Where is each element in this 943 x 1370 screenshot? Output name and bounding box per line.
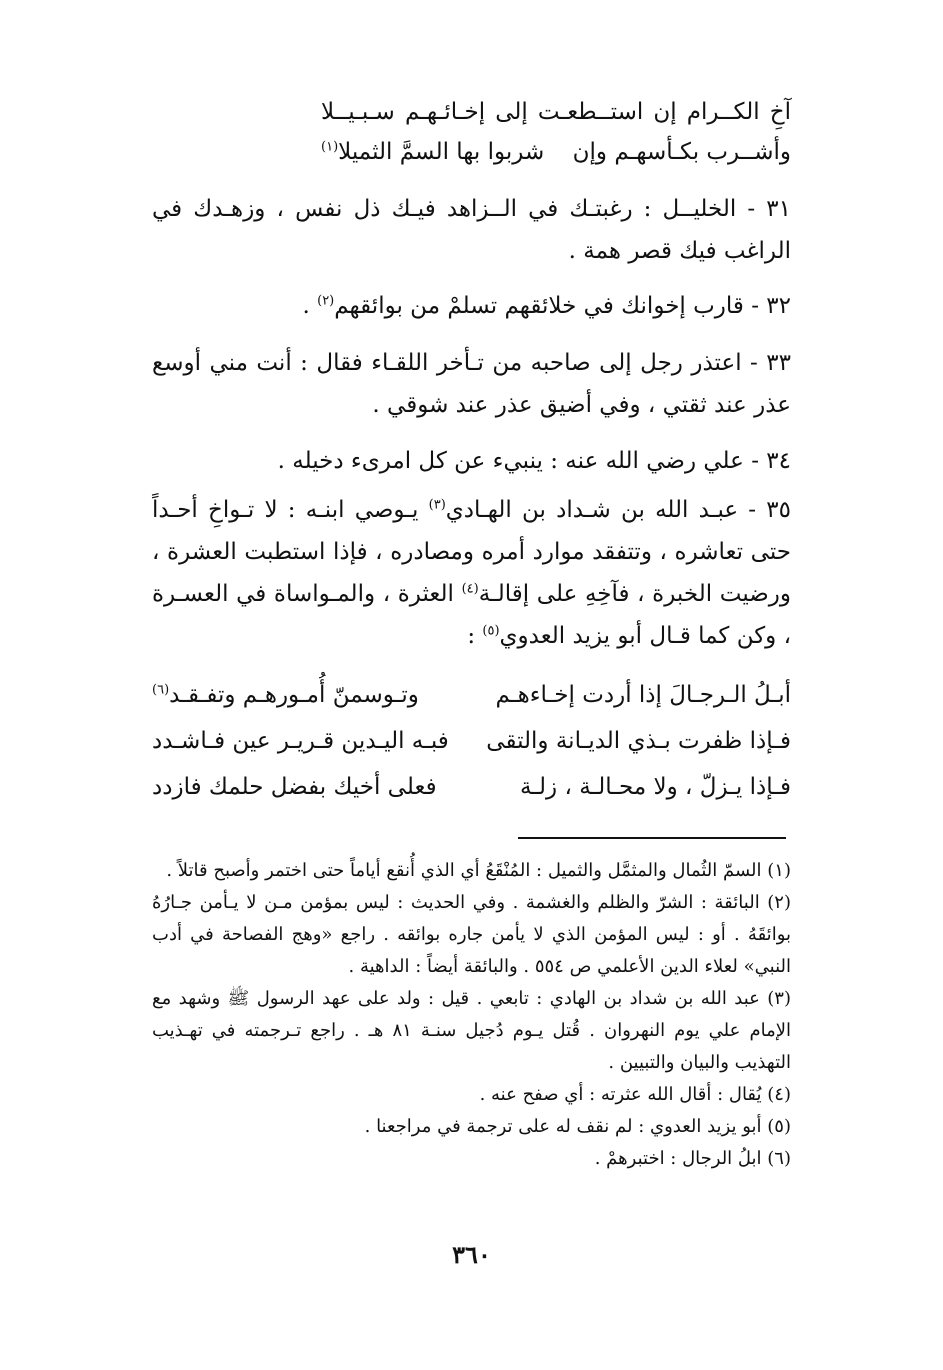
paragraph-35-part-c: العثرة ، والمـواساة في العسـرة ، وكن كما قـال أبو يزيد العدوي xyxy=(152,581,791,649)
paragraph-35-part-a: ٣٥ - عبـد الله بن شـداد بن الهـادي xyxy=(445,497,791,523)
verse-line-2 xyxy=(321,132,791,172)
verse-line-2-first-hemistich: وأشــرب بكـأسهـم وإن xyxy=(572,139,791,165)
paragraph-34: ٣٤ - علي رضي الله عنه : ينبيء عن كل امرىء دخيله . xyxy=(277,448,791,474)
footnote-3: (٣) عبد الله بن شداد بن الهادي : تابعي . قيل : ولد على عهد الرسول ﷺ وشهد مع الإمام علي يوم النهروان . قُتل يـوم دُجيل سنـة ٨١ هـ . راجع تـرجمته في تهـذيب التهذيب والبيان والتبيين . xyxy=(152,988,791,1073)
footnote-4: (٤) يُقال : أقال الله عثرته : أي صفح عنه . xyxy=(479,1084,791,1105)
poem-hemistich-text: وتـوسمنّ أُمـورهـم وتفـقـد xyxy=(169,682,419,708)
footnote-ref-2: (٢) xyxy=(317,293,335,309)
footnote-ref-3: (٣) xyxy=(428,497,446,513)
footnote-2: (٢) البائقة : الشرّ والظلم والغشمة . وفي الحديث : ليس بمؤمن مـن لا يـأمن جـارُهُ بوائقَهُ . أو : ليس المؤمن الذي لا يأمن جاره بوائقه . راجع «وهج الفصاحة في أدب النبي» لعلاء الدين الأعلمي ص ٥٥٤ . والبائقة أيضاً : الداهية . xyxy=(152,892,791,977)
verse-line-1: آخِ الكــرام إن استــطعـت إلى إخـائـهـم سـبـيــلا xyxy=(321,99,791,125)
verse-line-2-second-hemistich xyxy=(321,132,544,172)
poem-line xyxy=(152,764,791,810)
footnote-ref-5: (٥) xyxy=(482,623,500,639)
poem xyxy=(152,672,791,810)
poem-first-hemistich: فـإذا ظفرت بـذي الديـانة والتقى xyxy=(486,728,791,754)
paragraph-35-part-d: : xyxy=(467,623,483,649)
verse-line-2-text: شربوا بها السمَّ الثميلا xyxy=(338,139,545,165)
opening-verse xyxy=(321,92,791,172)
paragraph-31: ٣١ - الخليــل : رغبتـك في الــزاهد فيـك ذل نفس ، وزهـدك في الراغب فيك قصر همة . xyxy=(152,196,791,264)
paragraph-35-part-b: يـوصي ابنـه : لا تـواخِ أحـداً حتى تعاشره ، وتتفقد موارد أمره ومصادره ، فإذا استطبت العشرة ، ورضيت الخبرة ، فآخِهِ على إقالـة xyxy=(152,497,792,607)
footnote-1: (١) السمّ الثُمال والمثمَّل والثميل : المُنْقَعُ أي الذي أُنقع أياماً حتى اختمر وأصبح قاتلاً . xyxy=(166,860,791,881)
poem-second-hemistich: فعلى أخيك بفضل حلمك فازدد xyxy=(152,774,437,800)
footnote-ref-6: (٦) xyxy=(152,682,170,698)
footnote-separator xyxy=(518,837,786,839)
paragraph-32 xyxy=(152,285,791,327)
footnote-ref-1: (١) xyxy=(321,139,339,155)
poem-first-hemistich: فـإذا يـزلّ ، ولا محـالـة ، زلـة xyxy=(519,774,791,800)
poem-second-hemistich: فبـه اليـدين قـريـر عين فـاشـدد xyxy=(152,728,449,754)
poem-line xyxy=(152,672,791,718)
poem-second-hemistich xyxy=(152,672,452,718)
paragraph-35 xyxy=(152,489,791,657)
poem-first-hemistich: أبـلُ الـرجـالَ إذا أردت إخـاءهـم xyxy=(495,682,791,708)
footnotes xyxy=(152,855,791,1175)
paragraph-32-end: . xyxy=(302,293,318,319)
footnote-ref-4: (٤) xyxy=(461,581,479,597)
page-number: ٣٦٠ xyxy=(452,1240,491,1269)
footnote-5: (٥) أبو يزيد العدوي : لم نقف له على ترجمة في مراجعنا . xyxy=(364,1116,791,1137)
footnote-6: (٦) ابلُ الرجال : اختبرهمْ . xyxy=(594,1148,791,1169)
paragraph-32-text: ٣٢ - قارب إخوانك في خلائقهم تسلمْ من بوائقهم xyxy=(334,293,791,319)
poem-line xyxy=(152,718,791,764)
paragraph-33: ٣٣ - اعتذر رجل إلى صاحبه من تـأخر اللقـاء فقال : أنت مني أوسع عذر عند ثقتي ، وفي أضيق عذر عند شوقي . xyxy=(152,350,791,418)
